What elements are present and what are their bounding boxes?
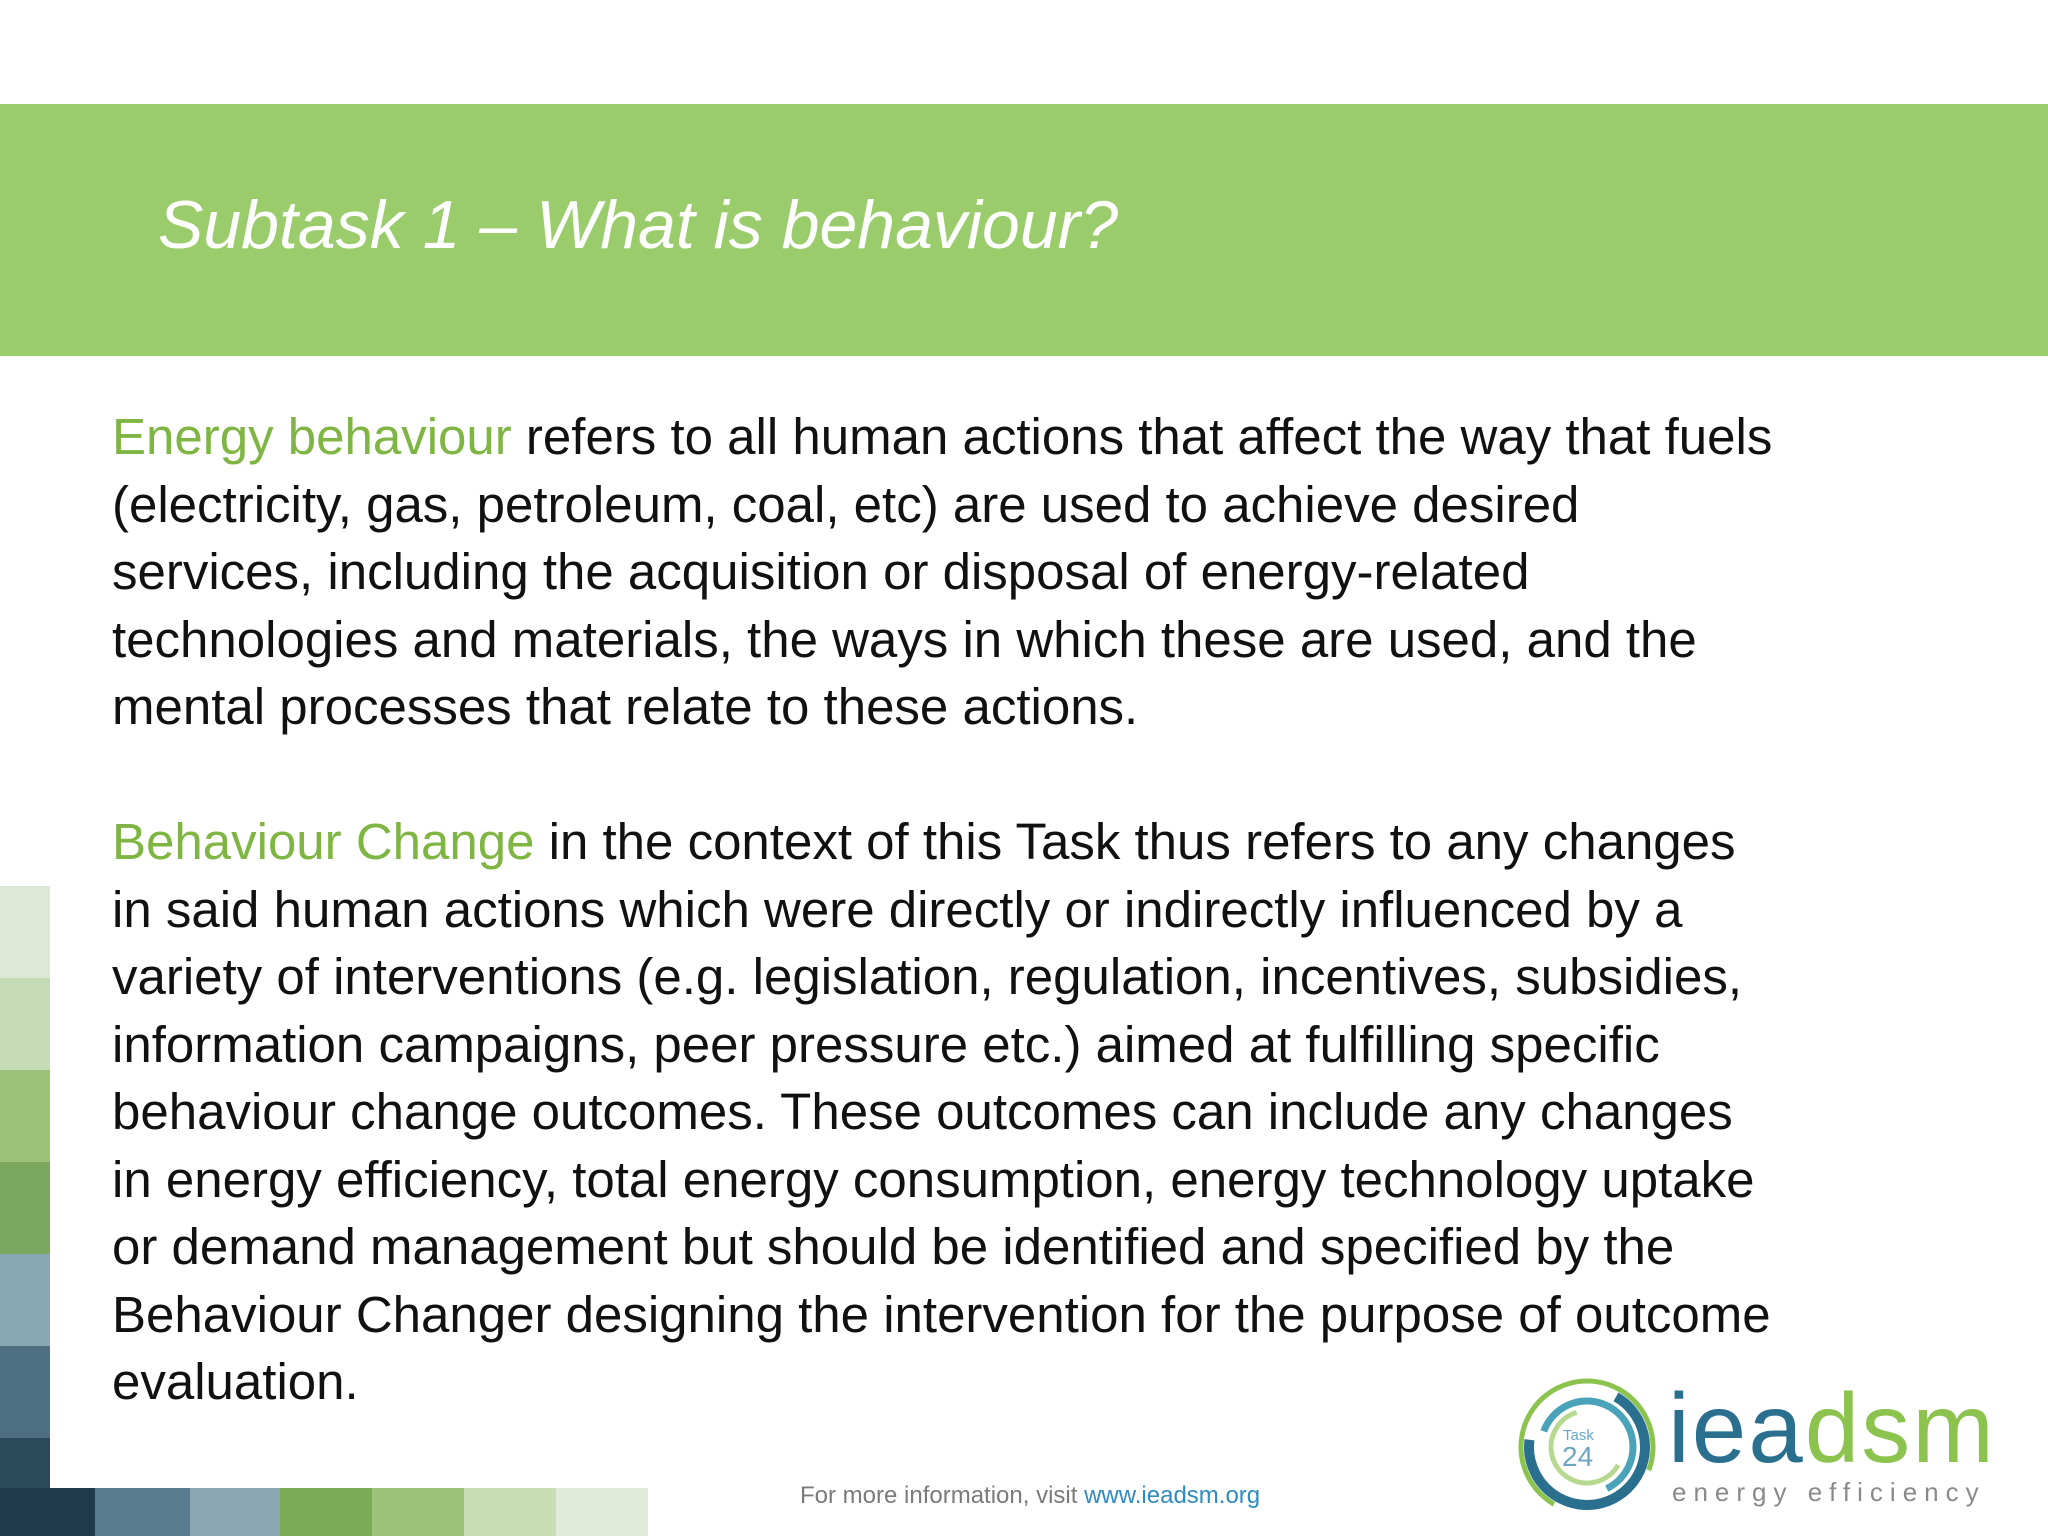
slide-title: Subtask 1 – What is behaviour?	[158, 187, 1119, 263]
logo-task-number: 24	[1562, 1441, 1594, 1472]
paragraph-1-line-5: mental processes that relate to these actions.	[112, 678, 1139, 735]
slide-body	[112, 403, 1992, 1416]
paragraph-1-line-3: services, including the acquisition or disposal of energy-related	[112, 543, 1530, 600]
paragraph-2-line-7: or demand management but should be identified and specified by the	[112, 1218, 1675, 1275]
mosaic-square	[0, 1438, 50, 1488]
paragraph-2-line-2: in said human actions which were directly or indirectly influenced by a	[112, 880, 1683, 938]
paragraph-2-line-6: in energy efficiency, total energy consumption, energy technology uptake	[112, 1150, 1755, 1208]
mosaic-square	[190, 1488, 280, 1536]
mosaic-square	[0, 886, 50, 978]
mosaic-square	[0, 1488, 95, 1536]
paragraph-2-line-5: behaviour change outcomes. These outcomes can include any changes	[112, 1083, 1733, 1140]
paragraph-spacer	[112, 741, 1992, 809]
logo-task-label: Task	[1563, 1427, 1594, 1444]
ieadsm-logo	[1512, 1372, 1996, 1522]
paragraph-2-line-3: variety of interventions (e.g. legislation, regulation, incentives, subsidies,	[112, 948, 1743, 1005]
logo-wordmark	[1668, 1373, 1996, 1483]
paragraph-1-line-1	[112, 403, 1992, 471]
footer-text: For more information, visit	[800, 1482, 1085, 1509]
logo-tagline: energy efficiency	[1672, 1477, 1986, 1507]
paragraph-1-line-4: technologies and materials, the ways in which these are used, and the	[112, 610, 1697, 668]
mosaic-square	[280, 1488, 372, 1536]
mosaic-square	[0, 978, 50, 1070]
footer-note	[800, 1481, 1260, 1511]
paragraph-1-line-2: (electricity, gas, petroleum, coal, etc) are used to achieve desired	[112, 475, 1580, 533]
footer-link[interactable]: www.ieadsm.org	[1084, 1482, 1261, 1509]
paragraph-2-line-1	[112, 808, 1992, 876]
logo-brand-iea: iea	[1668, 1373, 1805, 1483]
mosaic-square	[0, 1254, 50, 1346]
logo-brand-dsm: dsm	[1804, 1373, 1996, 1483]
paragraph-2-text: in the context of this Task thus refers to any changes	[534, 813, 1736, 870]
mosaic-square	[372, 1488, 464, 1536]
mosaic-square	[0, 1070, 50, 1162]
mosaic-square	[464, 1488, 556, 1536]
mosaic-square	[95, 1488, 190, 1536]
paragraph-2-line-4: information campaigns, peer pressure etc.) aimed at fulfilling specific	[112, 1015, 1660, 1073]
paragraph-1-text: refers to all human actions that affect the way that fuels	[511, 408, 1773, 465]
mosaic-square	[0, 1162, 50, 1254]
mosaic-square	[0, 1346, 50, 1438]
paragraph-2-line-8: Behaviour Changer designing the intervention for the purpose of outcome	[112, 1285, 1771, 1343]
behaviour-change-term: Behaviour Change	[112, 813, 535, 870]
energy-behaviour-term: Energy behaviour	[112, 408, 512, 465]
paragraph-2-line-9: evaluation.	[112, 1353, 359, 1410]
mosaic-square	[556, 1488, 648, 1536]
